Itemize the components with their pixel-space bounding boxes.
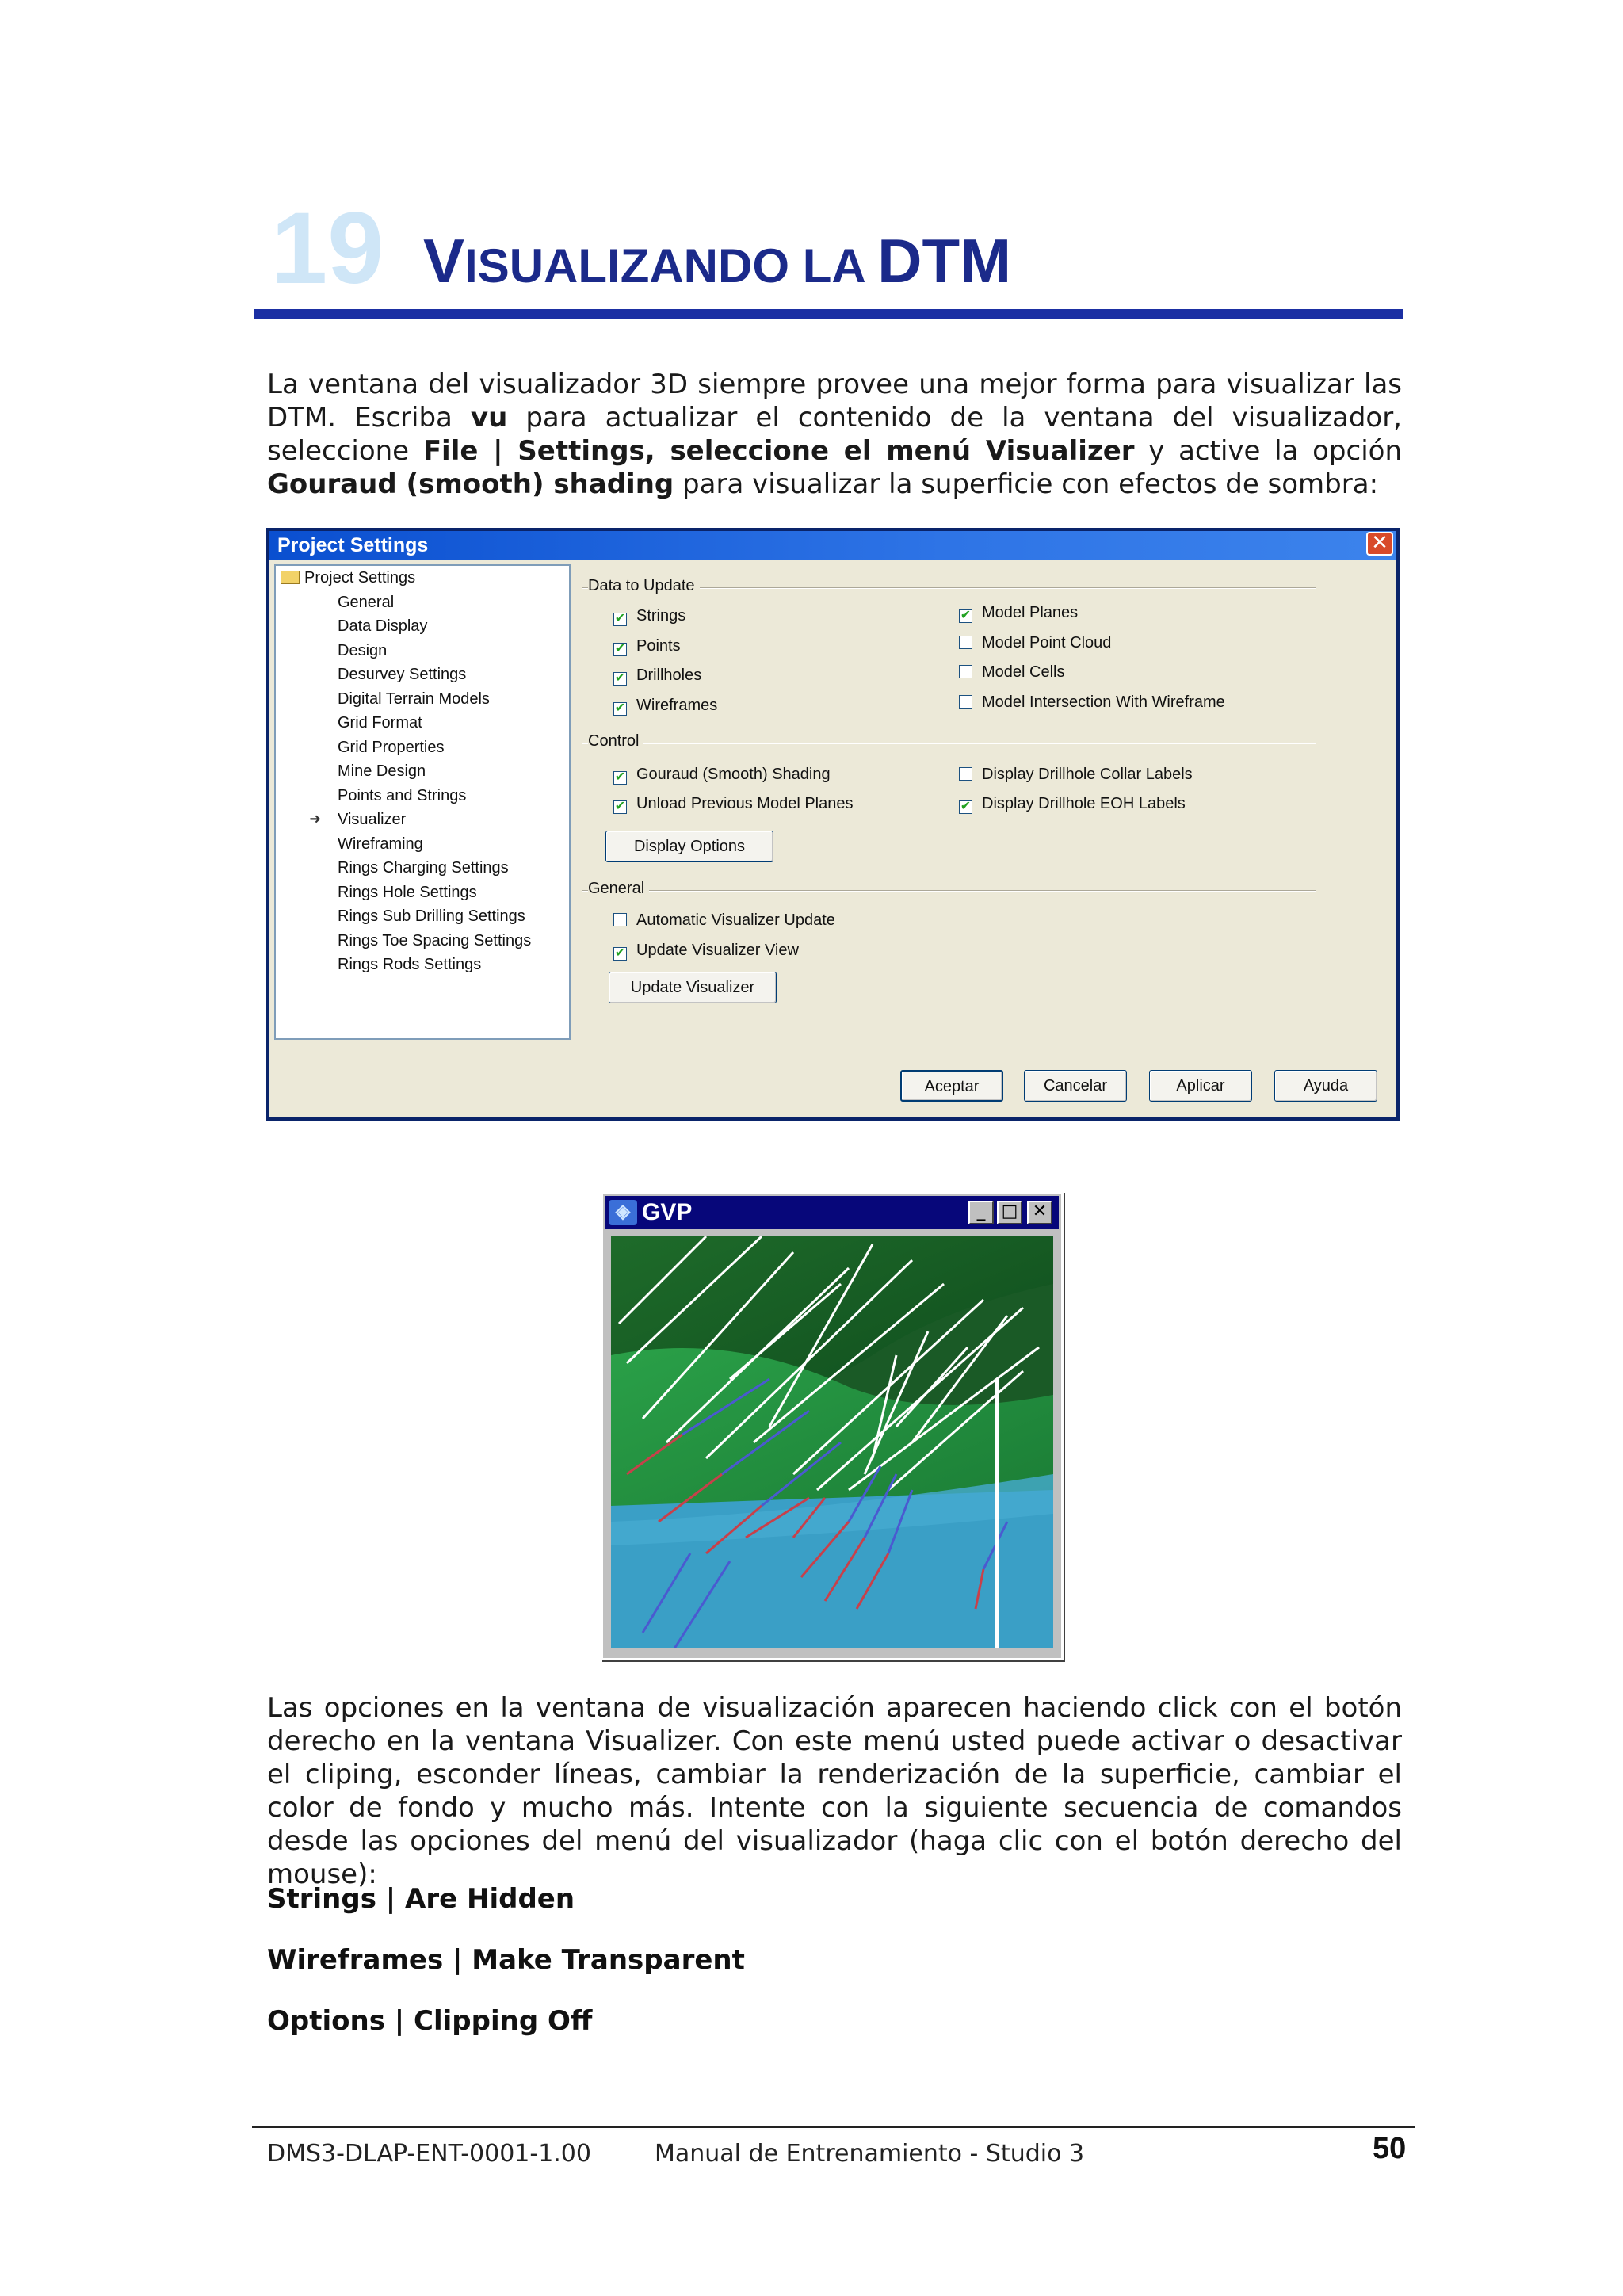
checkbox-strings[interactable] [613,607,685,626]
unchecked-icon[interactable] [959,695,972,709]
options-paragraph: Las opciones en la ventana de visualización aparecen haciendo click con el botón derecho en la ventana Visualizer. Con este menú usted puede activar o desactivar el cliping, esconder líneas, cambiar la renderización de la superficie, cambiar el color de fondo y mucho más. Intente con la siguiente secuencia de comandos desde las opciones del menú del visualizador (haga clic con el botón derecho del mouse): [267,1692,1402,1890]
checked-icon[interactable]: ✔ [614,770,626,784]
close-icon[interactable]: ✕ [1027,1201,1052,1224]
minimize-icon[interactable]: _ [968,1201,994,1224]
tree-item-grid-properties[interactable]: Grid Properties [338,738,445,756]
update-visualizer-button[interactable]: Update Visualizer [609,972,777,1003]
help-button[interactable]: Ayuda [1274,1070,1377,1102]
tree-item-desurvey-settings[interactable]: Desurvey Settings [338,666,467,683]
maximize-icon[interactable]: □ [997,1201,1022,1224]
footer-rule [252,2126,1415,2128]
checkbox-label: Automatic Visualizer Update [636,911,835,929]
checkbox-automatic-visualizer-update[interactable] [613,911,835,930]
tree-item-rings-rods-settings[interactable]: Rings Rods Settings [338,956,482,973]
selected-arrow-icon: ➜ [309,811,322,827]
unchecked-icon[interactable] [613,913,627,926]
checked-icon[interactable]: ✔ [960,609,972,622]
checkbox-label: Model Intersection With Wireframe [982,693,1225,711]
tree-item-mine-design[interactable]: Mine Design [338,762,426,780]
checkbox-unload-previous-model-planes[interactable] [613,795,854,814]
tree-item-project-settings[interactable]: Project Settings [304,569,416,586]
group-line [582,743,1316,744]
checkbox-label: Model Planes [982,604,1079,621]
checkbox-display-drillhole-eoh-labels[interactable] [959,795,1186,814]
group-general: General [588,880,649,898]
tree-item-grid-format[interactable]: Grid Format [338,714,422,732]
group-control: Control [588,732,643,751]
chapter-number: 19 [271,192,384,305]
group-line [582,890,1316,892]
project-settings-dialog [266,528,1400,1121]
apply-button[interactable]: Aplicar [1149,1070,1252,1102]
checkbox-update-visualizer-view[interactable] [613,942,799,961]
cancel-button[interactable]: Cancelar [1024,1070,1127,1102]
tree-item-design[interactable]: Design [338,641,388,659]
checkbox-points[interactable] [613,637,681,656]
tree-item-general[interactable]: General [338,593,395,611]
checkbox-label: Model Cells [982,663,1065,681]
command-3: Options | Clipping Off [267,2005,593,2037]
checkbox-label: Unload Previous Model Planes [636,795,854,812]
command-1: Strings | Are Hidden [267,1883,575,1915]
unchecked-icon[interactable] [959,636,972,649]
command-2: Wireframes | Make Transparent [267,1944,745,1976]
ok-button[interactable]: Aceptar [900,1070,1003,1102]
checkbox-label: Drillholes [636,667,702,684]
tree-item-wireframing[interactable]: Wireframing [338,835,423,853]
tree-item-visualizer[interactable]: Visualizer [338,811,407,828]
checkbox-wireframes[interactable] [613,697,717,716]
visualizer-view[interactable] [611,1236,1053,1648]
gvp-title: GVP [642,1199,693,1225]
tree-item-rings-charging-settings[interactable]: Rings Charging Settings [338,859,509,877]
intro-paragraph: La ventana del visualizador 3D siempre provee una mejor forma para visualizar las DTM. Escriba vu para actualizar el contenido de la ventana del visualizador, seleccione File | Settings, seleccione el menú Visualizer y active la opción Gouraud (smooth) shading para visualizar la superficie con efectos de sombra: [267,369,1403,500]
tree-item-rings-toe-spacing-settings[interactable]: Rings Toe Spacing Settings [338,931,532,949]
globe-icon: ◈ [609,1200,637,1225]
checkbox-model-planes[interactable] [959,604,1078,623]
checkbox-model-cells[interactable] [959,663,1064,682]
checkbox-gouraud-smooth-shading[interactable] [613,766,831,785]
checkbox-label: Gouraud (Smooth) Shading [636,766,831,783]
dialog-body [269,560,1396,1117]
checkbox-model-point-cloud[interactable] [959,634,1111,652]
checkbox-label: Update Visualizer View [636,942,799,959]
footer-manual: Manual de Entrenamiento - Studio 3 [655,2140,1085,2168]
footer-doc-id: DMS3-DLAP-ENT-0001-1.00 [267,2140,591,2168]
gvp-window [601,1191,1064,1660]
checkbox-label: Display Drillhole Collar Labels [982,766,1193,783]
checked-icon[interactable]: ✔ [614,800,626,813]
tree-item-points-and-strings[interactable]: Points and Strings [338,786,467,804]
unchecked-icon[interactable] [959,767,972,781]
tree-item-data-display[interactable]: Data Display [338,617,428,635]
checkbox-label: Wireframes [636,696,718,714]
checked-icon[interactable]: ✔ [614,641,626,655]
display-options-button[interactable]: Display Options [605,831,773,862]
checkbox-label: Points [636,636,681,655]
checked-icon[interactable]: ✔ [614,946,626,960]
settings-tree[interactable] [274,564,571,1040]
checked-icon[interactable]: ✔ [614,671,626,685]
checkbox-display-drillhole-collar-labels[interactable] [959,766,1193,784]
checkbox-label: Model Point Cloud [982,633,1112,651]
checkbox-drillholes[interactable] [613,667,701,686]
checkbox-label: Strings [636,607,686,625]
chapter-rule [254,309,1403,319]
chapter-title: VISUALIZANDO LA DTM [423,226,1012,296]
page-number: 50 [1373,2132,1407,2165]
dialog-title: Project Settings [269,531,1396,560]
checked-icon[interactable]: ✔ [614,701,626,715]
checked-icon[interactable]: ✔ [960,800,972,813]
unchecked-icon[interactable] [959,665,972,678]
checked-icon[interactable]: ✔ [614,612,626,625]
checkbox-model-intersection-with-wireframe[interactable] [959,693,1225,712]
tree-item-rings-hole-settings[interactable]: Rings Hole Settings [338,883,477,901]
checkbox-label: Display Drillhole EOH Labels [982,795,1186,812]
tree-item-digital-terrain-models[interactable]: Digital Terrain Models [338,690,490,708]
folder-icon [281,571,300,584]
gvp-titlebar [605,1196,1059,1229]
tree-item-rings-sub-drilling-settings[interactable]: Rings Sub Drilling Settings [338,907,525,925]
group-data-to-update: Data to Update [588,577,700,595]
close-icon[interactable]: ✕ [1366,532,1393,556]
